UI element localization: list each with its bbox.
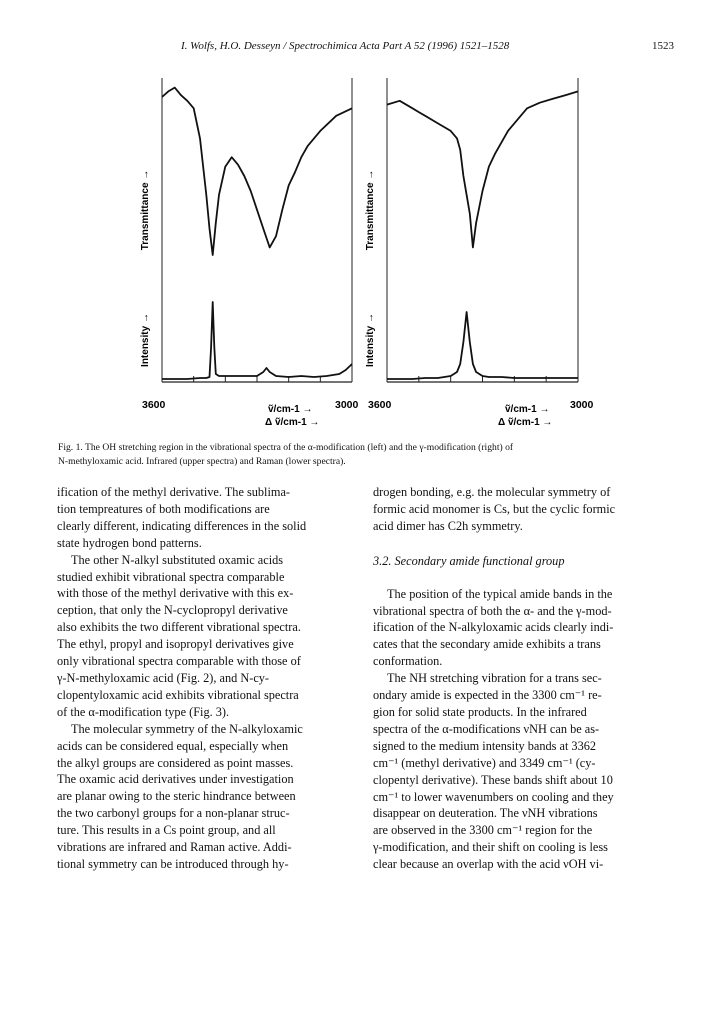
- left-x-end: 3000: [335, 399, 359, 411]
- section-heading: 3.2. Secondary amide functional group: [373, 553, 565, 568]
- left-axis-label-raman: Δ ṽ/cm-1 →: [265, 417, 320, 428]
- left-p2-l6: The ethyl, propyl and isopropyl derivatives give: [57, 637, 294, 652]
- left-p2-l4: ception, that only the N-cyclopropyl derivative: [57, 603, 288, 618]
- left-p2-l3: with those of the methyl derivative with this ex-: [57, 586, 294, 601]
- left-column: [57, 484, 345, 873]
- right-p3-l1: The NH stretching vibration for a trans sec-: [387, 671, 602, 686]
- right-p1-l2: formic acid monomer is Cs, but the cyclic formic: [373, 501, 616, 516]
- right-ir-spectrum-line: [387, 91, 578, 247]
- left-p3-l9: tional symmetry can be introduced through hy-: [57, 856, 289, 871]
- right-p3-l6: cm⁻¹ (methyl derivative) and 3349 cm⁻¹ (cy-: [373, 755, 596, 770]
- right-ylabel-bottom: Intensity →: [365, 313, 376, 367]
- left-p1-l1: ification of the methyl derivative. The sublima-: [57, 485, 291, 499]
- right-p3-l12: clear because an overlap with the acid νOH vi-: [373, 857, 604, 872]
- right-p2-l1: The position of the typical amide bands in the: [387, 586, 613, 601]
- left-p2-l5: also exhibits the two different vibrational spectra.: [57, 620, 301, 635]
- left-p1-l4: state hydrogen bond patterns.: [57, 535, 202, 550]
- left-p3-l6: the two carbonyl groups for a non-planar struc-: [57, 806, 290, 821]
- left-ylabel-top: Transmittance →: [140, 169, 151, 251]
- left-axis-label-ir: ṽ/cm-1 →: [268, 404, 313, 415]
- left-ir-spectrum-line: [162, 88, 352, 255]
- right-raman-spectrum-line: [387, 312, 578, 379]
- right-column: [373, 484, 661, 873]
- right-p2-l3: ification of the N-alkyloxamic acids clearly indi-: [373, 620, 614, 635]
- left-x-start: 3600: [142, 399, 166, 411]
- right-axis-label-raman: Δ ṽ/cm-1 →: [498, 417, 553, 428]
- spectra-figure: [100, 70, 640, 430]
- figure-caption: [58, 441, 662, 468]
- right-p3-l2: ondary amide is expected in the 3300 cm⁻¹ re-: [373, 688, 602, 703]
- right-p1-l1: drogen bonding, e.g. the molecular symmetry of: [373, 485, 611, 499]
- right-p3-l4: spectra of the α-modifications νNH can be as-: [373, 721, 600, 736]
- right-p3-l10: are observed in the 3300 cm⁻¹ region for the: [373, 823, 593, 838]
- left-p3-l4: The oxamic acid derivatives under investigation: [57, 772, 294, 787]
- left-p2-l10: of the α-modification type (Fig. 3).: [57, 704, 230, 719]
- left-p3-l1: The molecular symmetry of the N-alkyloxamic: [71, 721, 303, 736]
- right-p3-l8: cm⁻¹ to lower wavenumbers on cooling and they: [373, 789, 614, 804]
- right-p3-l9: disappear on deuteration. The νNH vibrations: [373, 806, 598, 821]
- left-p2-l1: The other N-alkyl substituted oxamic acids: [71, 552, 284, 567]
- left-p3-l2: acids can be considered equal, especially when: [57, 738, 289, 753]
- left-ylabel-bottom: Intensity →: [140, 313, 151, 367]
- caption-line-1: Fig. 1. The OH stretching region in the vibrational spectra of the α-modification (left) and the γ-modification (right) of: [58, 442, 514, 453]
- right-p3-l11: γ-modification, and their shift on cooling is less: [373, 840, 608, 855]
- right-p2-l2: vibrational spectra of both the α- and the γ-mod-: [373, 603, 612, 618]
- right-p2-l5: conformation.: [373, 654, 443, 669]
- right-ylabel-top: Transmittance →: [365, 169, 376, 251]
- right-p3-l5: signed to the medium intensity bands at 3362: [373, 738, 597, 753]
- figure-1: [100, 70, 640, 430]
- running-header: [0, 40, 720, 56]
- right-x-end: 3000: [570, 399, 594, 411]
- left-p2-l9: clopentyloxamic acid exhibits vibrational spectra: [57, 687, 299, 702]
- left-p1-l3: clearly different, indicating differences in the solid: [57, 518, 307, 533]
- caption-line-2: N-methyloxamic acid. Infrared (upper spectra) and Raman (lower spectra).: [58, 455, 346, 467]
- left-p3-l5: are planar owing to the steric hindrance between: [57, 789, 296, 804]
- left-p2-l2: studied exhibit vibrational spectra comparable: [57, 569, 285, 584]
- left-p1-l2: tion tempreatures of both modifications are: [57, 501, 270, 516]
- right-x-start: 3600: [368, 399, 392, 411]
- left-raman-spectrum-line: [162, 302, 352, 379]
- left-p3-l3: the alkyl groups are considered as point masses.: [57, 755, 294, 770]
- right-p2-l4: cates that the secondary amide exhibits a trans: [373, 637, 601, 652]
- right-p1-l3: acid dimer has C2h symmetry.: [373, 518, 523, 533]
- running-head: I. Wolfs, H.O. Desseyn / Spectrochimica Acta Part A 52 (1996) 1521–1528: [181, 40, 510, 52]
- left-p3-l7: ture. This results in a Cs point group, and all: [57, 823, 276, 838]
- right-p3-l7: clopentyl derivative). These bands shift about 10: [373, 772, 613, 787]
- page-number: 1523: [652, 40, 674, 52]
- left-p2-l8: γ-N-methyloxamic acid (Fig. 2), and N-cy-: [57, 670, 270, 685]
- right-axis-label-ir: ṽ/cm-1 →: [505, 404, 550, 415]
- right-p3-l3: gion for solid state products. In the infrared: [373, 704, 587, 719]
- left-p3-l8: vibrations are infrared and Raman active. Addi-: [57, 840, 292, 855]
- left-p2-l7: only vibrational spectra comparable with those of: [57, 654, 301, 669]
